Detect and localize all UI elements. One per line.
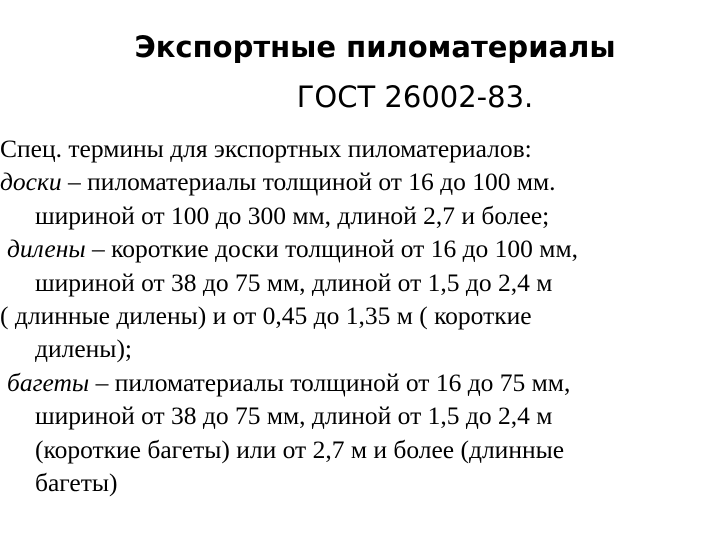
bagety-line-1 <box>0 366 715 399</box>
dileny-line-4: дилены); <box>35 334 133 364</box>
bagety-line-2: шириной от 38 до 75 мм, длиной от 1,5 до 2,4 м <box>35 401 553 431</box>
bagety-line-4: багеты) <box>35 468 118 498</box>
title-standard: ГОСТ 26002-83. <box>296 80 534 114</box>
term-doski: доски <box>0 167 62 197</box>
bagety-line-3: (короткие багеты) или от 2,7 м и более (длинные <box>35 434 565 464</box>
slide-title <box>0 22 720 122</box>
bagety-definition: – пиломатериалы толщиной от 16 до 75 мм, <box>89 367 571 397</box>
dileny-line-1 <box>0 232 715 265</box>
doski-line-1 <box>0 165 715 198</box>
dileny-line-2: шириной от 38 до 75 мм, длиной от 1,5 до 2,4 м <box>35 267 553 297</box>
dileny-line-3: ( длинные дилены) и от 0,45 до 1,35 м ( короткие <box>0 301 532 331</box>
term-dileny: дилены <box>7 234 86 264</box>
intro-line: Спец. термины для экспортных пиломатериалов: <box>0 134 532 163</box>
doski-definition: – пиломатериалы толщиной от 16 до 100 мм. <box>61 167 556 197</box>
definitions-text <box>0 132 715 499</box>
dileny-definition: – короткие доски толщиной от 16 до 100 мм, <box>85 234 578 264</box>
doski-line-2: шириной от 100 до 300 мм, длиной 2,7 и более; <box>35 200 550 230</box>
title-main: Экспортные пиломатериалы <box>134 30 616 64</box>
term-bagety: багеты <box>7 367 90 397</box>
